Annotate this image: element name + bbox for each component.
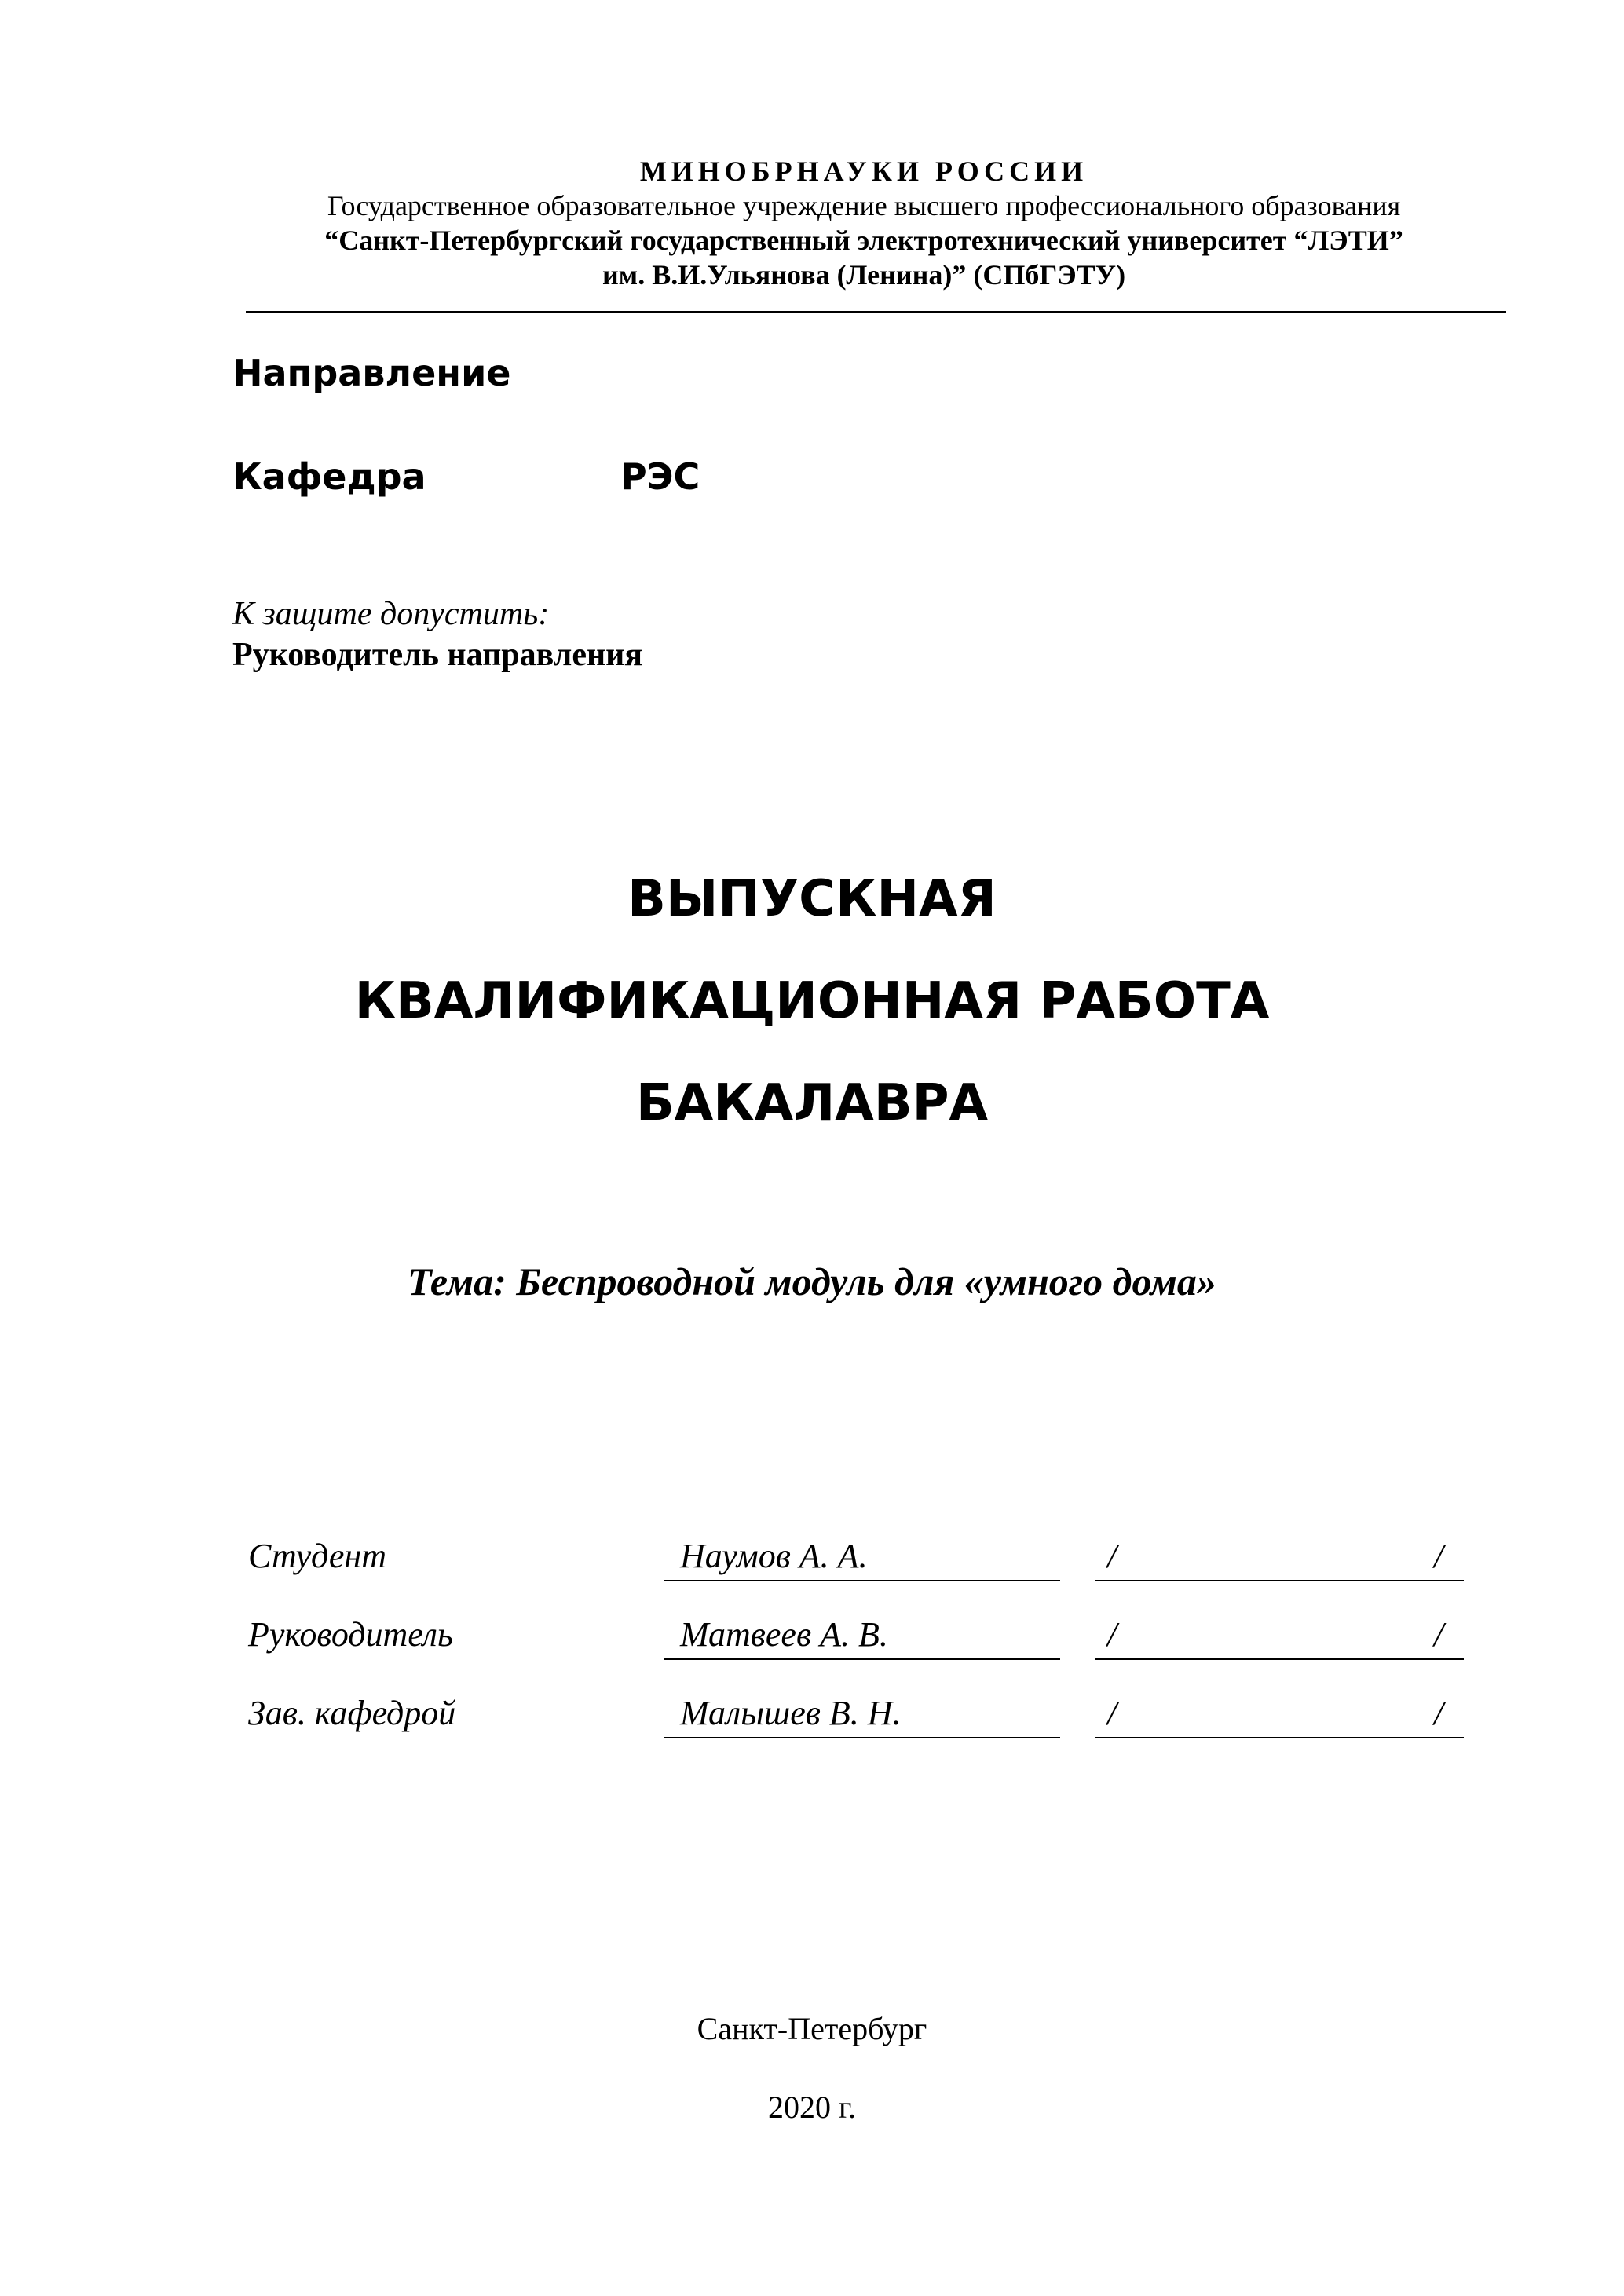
signature-slash-left: / xyxy=(1107,1615,1117,1654)
title-line-1: ВЫПУСКНАЯ xyxy=(627,870,997,928)
header-divider xyxy=(246,311,1506,313)
department-value: РЭС xyxy=(620,455,700,498)
signature-role-student: Студент xyxy=(248,1537,386,1575)
direction-supervisor-label: Руководитель направления xyxy=(232,637,643,673)
signature-name-head: Малышев В. Н. xyxy=(680,1694,902,1732)
institution-line-2: “Санкт-Петербургский государственный электротехнический университет “ЛЭТИ” xyxy=(324,225,1403,256)
title-line-3: БАКАЛАВРА xyxy=(635,1074,989,1132)
signature-slash-right: / xyxy=(1434,1615,1444,1654)
title-line-2: КВАЛИФИКАЦИОННАЯ РАБОТА xyxy=(354,972,1270,1030)
department-label: Кафедра xyxy=(232,455,426,498)
footer-year: 2020 г. xyxy=(768,2089,856,2125)
signature-underline xyxy=(1095,1580,1464,1581)
header-block xyxy=(236,154,1492,292)
name-underline xyxy=(664,1737,1060,1738)
admission-text: К защите допустить: xyxy=(232,596,550,632)
signature-name-student: Наумов А. А. xyxy=(680,1537,868,1575)
signature-slash-right: / xyxy=(1434,1537,1444,1575)
signature-role-supervisor: Руководитель xyxy=(248,1615,453,1654)
name-underline xyxy=(664,1580,1060,1581)
signature-slash-right: / xyxy=(1434,1694,1444,1732)
ministry-name: МИНОБРНАУКИ РОССИИ xyxy=(639,155,1088,187)
institution-line-1: Государственное образовательное учреждение высшего профессионального образования xyxy=(327,190,1401,221)
signature-slash-left: / xyxy=(1107,1537,1117,1575)
institution-line-3: им. В.И.Ульянова (Ленина)” (СПбГЭТУ) xyxy=(602,259,1126,291)
footer-city: Санкт-Петербург xyxy=(697,2011,927,2046)
signature-name-supervisor: Матвеев А. В. xyxy=(680,1615,888,1654)
thesis-topic: Тема: Беспроводной модуль для «умного дома» xyxy=(408,1260,1216,1303)
signature-role-head: Зав. кафедрой xyxy=(248,1694,456,1732)
signature-underline xyxy=(1095,1658,1464,1660)
signature-slash-left: / xyxy=(1107,1694,1117,1732)
direction-label: Направление xyxy=(232,352,511,394)
signature-underline xyxy=(1095,1737,1464,1738)
name-underline xyxy=(664,1658,1060,1660)
